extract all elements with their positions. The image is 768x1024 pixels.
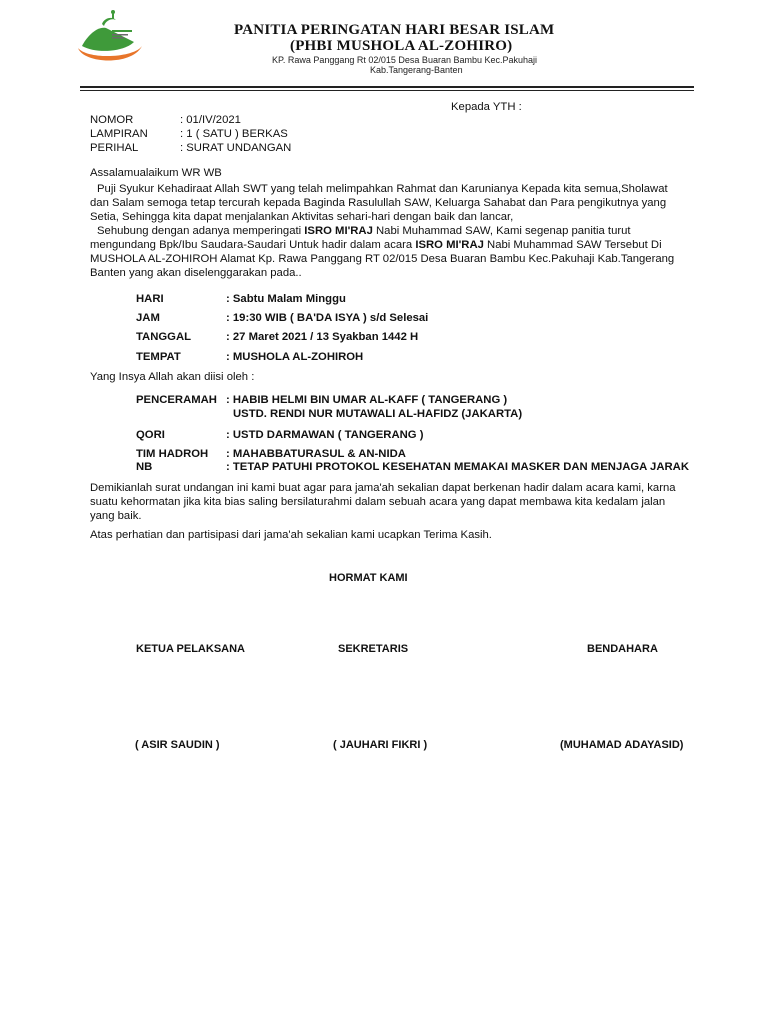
- event-name-bold: ISRO MI'RAJ: [415, 239, 484, 251]
- meta-value-perihal: : SURAT UNDANGAN: [180, 142, 292, 154]
- closing1-line2: suatu kehormatan jika kita bias saling bersilaturahmi dalam sebuah acara yang dapat membawa kita kedalam jalan: [90, 496, 666, 508]
- event-value-tempat: : MUSHOLA AL-ZOHIROH: [226, 351, 364, 363]
- filled-by-intro: Yang Insya Allah akan diisi oleh :: [90, 371, 255, 383]
- para2-line2: [90, 238, 662, 252]
- organization-logo: [74, 8, 146, 66]
- para2-text: Sehubung dengan adanya memperingati: [97, 225, 305, 237]
- org-title: PANITIA PERINGATAN HARI BESAR ISLAM: [234, 22, 555, 38]
- event-value-jam: : 19:30 WIB ( BA'DA ISYA ) s/d Selesai: [226, 312, 429, 324]
- letterhead-divider-thick: [80, 86, 694, 88]
- speaker-label-penceramah: PENCERAMAH: [136, 394, 217, 406]
- para1-line2: dan Salam semoga tetap tercurah kepada Baginda Rasulullah SAW, Keluarga Sahabat dan Para pengikutnya yang: [90, 197, 667, 209]
- event-label-hari: HARI: [136, 293, 164, 305]
- meta-label-perihal: PERIHAL: [90, 142, 139, 154]
- speaker-penceramah-2: USTD. RENDI NUR MUTAWALI AL-HAFIDZ (JAKARTA): [233, 408, 523, 420]
- letterhead-divider-thin: [80, 90, 694, 91]
- speaker-hadroh: : MAHABBATURASUL & AN-NIDA: [226, 448, 406, 460]
- speaker-penceramah-1: : HABIB HELMI BIN UMAR AL-KAFF ( TANGERANG ): [226, 394, 508, 406]
- role-ketua-pelaksana: KETUA PELAKSANA: [136, 643, 245, 655]
- address-line-1: KP. Rawa Panggang Rt 02/015 Desa Buaran Bambu Kec.Pakuhaji: [272, 55, 538, 65]
- speaker-label-hadroh: TIM HADROH: [136, 448, 209, 460]
- meta-value-lampiran: : 1 ( SATU ) BERKAS: [180, 128, 288, 140]
- note-label: NB: [136, 461, 153, 473]
- event-label-jam: JAM: [136, 312, 160, 324]
- closing1-line1: Demikianlah surat undangan ini kami buat agar para jama'ah sekalian dapat berkenan hadir dalam acara kami, karna: [90, 482, 676, 494]
- meta-label-nomor: NOMOR: [90, 114, 134, 126]
- event-value-tanggal: : 27 Maret 2021 / 13 Syakban 1442 H: [226, 331, 419, 343]
- thanks-paragraph: Atas perhatian dan partisipasi dari jama'ah sekalian kami ucapkan Terima Kasih.: [90, 529, 492, 541]
- event-label-tanggal: TANGGAL: [136, 331, 192, 343]
- address-line-2: Kab.Tangerang-Banten: [370, 65, 463, 75]
- speaker-label-qori: QORI: [136, 429, 165, 441]
- name-sekretaris: ( JAUHARI FIKRI ): [333, 739, 428, 751]
- event-label-tempat: TEMPAT: [136, 351, 181, 363]
- para2-text: mengundang Bpk/Ibu Saudara-Saudari Untuk hadir dalam acara: [90, 239, 416, 251]
- event-name-bold: ISRO MI'RAJ: [304, 225, 373, 237]
- role-bendahara: BENDAHARA: [587, 643, 658, 655]
- meta-label-lampiran: LAMPIRAN: [90, 128, 148, 140]
- role-sekretaris: SEKRETARIS: [338, 643, 409, 655]
- regards: HORMAT KAMI: [329, 572, 408, 584]
- meta-value-nomor: : 01/IV/2021: [180, 114, 241, 126]
- para2-line1: [97, 224, 631, 238]
- speaker-qori: : USTD DARMAWAN ( TANGERANG ): [226, 429, 424, 441]
- org-subtitle: (PHBI MUSHOLA AL-ZOHIRO): [290, 38, 513, 54]
- event-value-hari: : Sabtu Malam Minggu: [226, 293, 346, 305]
- greeting: Assalamualaikum WR WB: [90, 167, 222, 179]
- name-ketua-pelaksana: ( ASIR SAUDIN ): [135, 739, 220, 751]
- name-bendahara: (MUHAMAD ADAYASID): [560, 739, 684, 751]
- para2-line3: MUSHOLA AL-ZOHIROH Alamat Kp. Rawa Panggang RT 02/015 Desa Buaran Bambu Kec.Pakuhaji Kab.Tangerang: [90, 253, 675, 265]
- health-protocol-note: : TETAP PATUHI PROTOKOL KESEHATAN MEMAKAI MASKER DAN MENJAGA JARAK: [226, 461, 689, 473]
- para2-line4: Banten yang akan diselenggarakan pada..: [90, 267, 302, 279]
- para2-text: Nabi Muhammad SAW Tersebut Di: [483, 239, 662, 251]
- para1-line3: Setia, Sehingga kita dapat menjalankan Aktivitas sehari-hari dengan baik dan lancar,: [90, 211, 514, 223]
- closing1-line3: yang baik.: [90, 510, 142, 522]
- recipient: Kepada YTH :: [451, 101, 522, 113]
- para1-line1: Puji Syukur Kehadiraat Allah SWT yang telah melimpahkan Rahmat dan Karunianya Kepada kita semua,Sholawat: [97, 183, 668, 195]
- para2-text: Nabi Muhammad SAW, Kami segenap panitia turut: [372, 225, 631, 237]
